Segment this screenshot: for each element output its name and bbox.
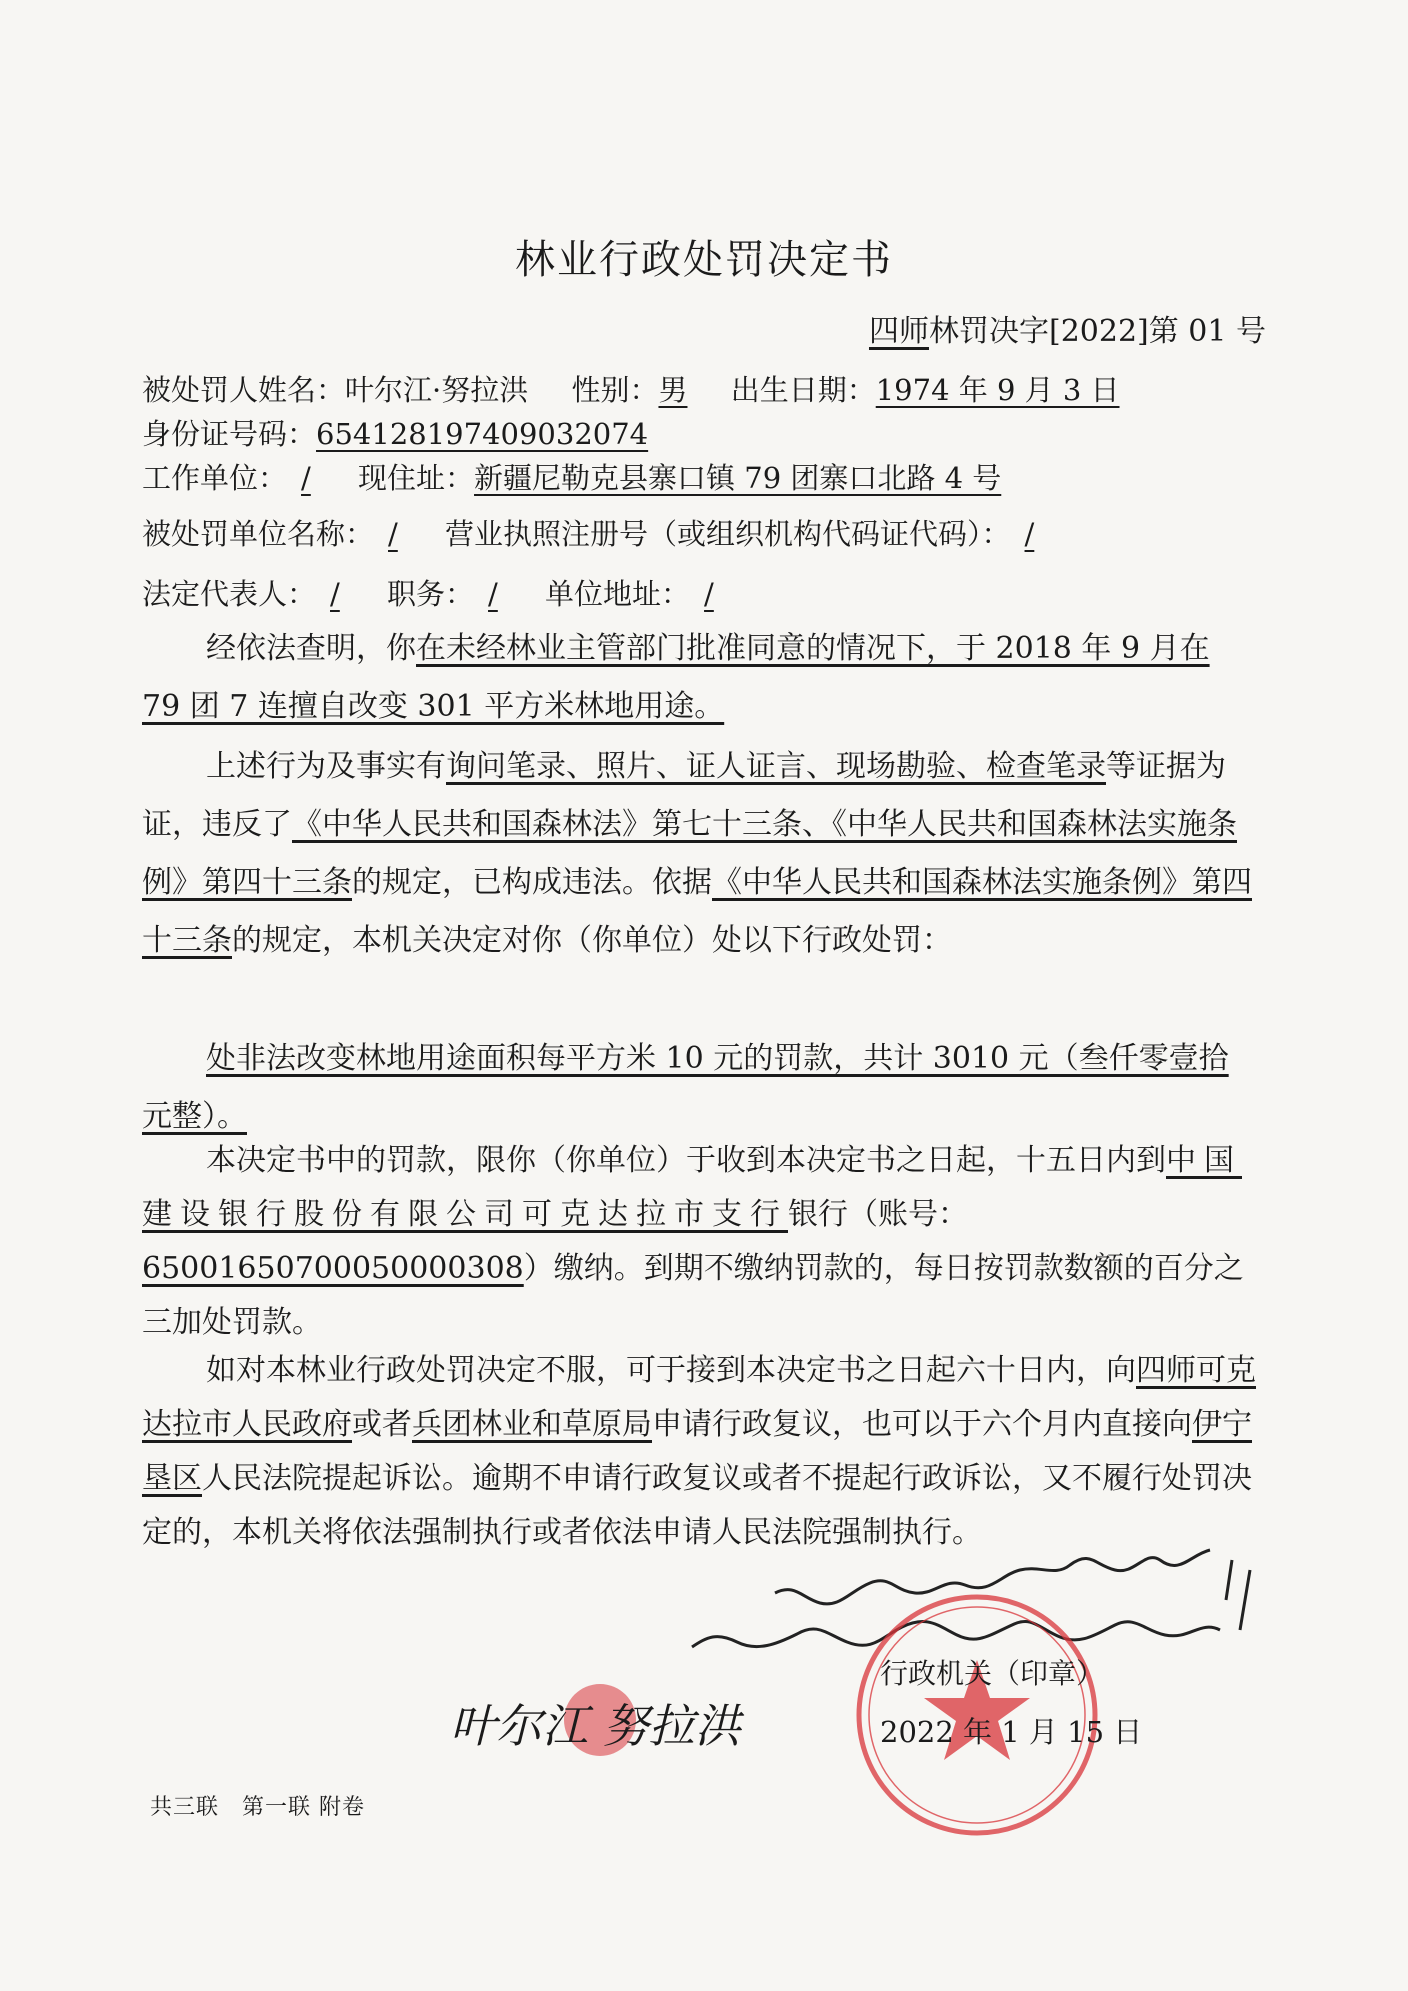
duty-label: 职务： bbox=[387, 577, 475, 611]
appeal-govt: 四师可克达拉市人民政府 bbox=[142, 1353, 1256, 1442]
work-label: 工作单位： bbox=[142, 461, 288, 495]
person-line-1 bbox=[142, 368, 1120, 409]
appeal-text-a: 如对本林业行政处罚决定不服，可于接到本决定书之日起六十日内，向 bbox=[206, 1353, 1136, 1388]
document-number bbox=[869, 306, 1266, 350]
payment-text-c: 银行（账号： bbox=[788, 1197, 968, 1232]
license-label: 营业执照注册号（或组织机构代码证代码）： bbox=[445, 517, 1011, 551]
basis-law: 《中华人民共和国森林法实施条例》第四十三条 bbox=[142, 865, 1252, 958]
issuing-authority: 行政机关（印章） bbox=[880, 1657, 1105, 1690]
appeal-court-area: 伊宁垦区 bbox=[142, 1407, 1252, 1496]
signature-image bbox=[440, 1670, 770, 1780]
id-label: 身份证号码： bbox=[142, 417, 317, 451]
signature-text: 叶尔江 努拉洪 bbox=[450, 1699, 741, 1753]
org-duty: / bbox=[488, 577, 498, 611]
page-title: 林业行政处罚决定书 bbox=[515, 237, 893, 283]
person-address: 新疆尼勒克县寨口镇 79 团寨口北路 4 号 bbox=[474, 461, 1002, 495]
document-number-org: 四师 bbox=[868, 314, 929, 349]
evidence-text-a: 上述行为及事实有 bbox=[206, 749, 446, 784]
appeal-bureau: 兵团林业和草原局 bbox=[412, 1407, 652, 1442]
org-addr-label: 单位地址： bbox=[545, 577, 691, 611]
appeal-paragraph bbox=[142, 1344, 1256, 1560]
appeal-text-c: 或者 bbox=[352, 1407, 412, 1442]
org-addr: / bbox=[704, 577, 714, 611]
person-gender: 男 bbox=[658, 373, 688, 407]
evidence-text-g: 的规定，本机关决定对你（你单位）处以下行政处罚： bbox=[232, 923, 952, 958]
copy-note: 共三联 第一联 附卷 bbox=[150, 1795, 365, 1820]
penalty-paragraph bbox=[142, 1030, 1256, 1146]
account-number: 65001650700050000308 bbox=[142, 1251, 524, 1286]
facts-finding: 在未经林业主管部门批准同意的情况下，于 2018 年 9 月在 79 团 7 连擅自改变 301 平方米林地用途。 bbox=[142, 631, 1210, 724]
org-rep: / bbox=[330, 577, 340, 611]
org-name: / bbox=[388, 517, 398, 551]
payment-paragraph bbox=[142, 1134, 1256, 1350]
name-label: 被处罚人姓名： bbox=[142, 373, 346, 407]
evidence-text-e: 的规定，已构成违法。依据 bbox=[352, 865, 712, 900]
violated-laws: 《中华人民共和国森林法》第七十三条、《中华人民共和国森林法实施条例》第四十三条 bbox=[142, 807, 1237, 900]
org-license: / bbox=[1024, 517, 1035, 551]
facts-intro: 经依法查明，你 bbox=[206, 631, 416, 666]
evidence-list: 询问笔录、照片、证人证言、现场勘验、检查笔录 bbox=[446, 749, 1106, 784]
payment-text-e: ）缴纳。到期不缴纳罚款的，每日按罚款数额的百分之三加处罚款。 bbox=[142, 1251, 1244, 1340]
person-line-2 bbox=[142, 412, 648, 453]
person-work-unit: / bbox=[301, 461, 311, 495]
rep-label: 法定代表人： bbox=[142, 577, 317, 611]
person-dob: 1974 年 9 月 3 日 bbox=[875, 373, 1120, 407]
gender-label: 性别： bbox=[571, 373, 659, 407]
person-name: 叶尔江·努拉洪 bbox=[345, 373, 529, 407]
penalty-text: 处非法改变林地用途面积每平方米 10 元的罚款，共计 3010 元（叁仟零壹拾元整）。 bbox=[142, 1041, 1229, 1134]
bank-name: 中国建设银行股份有限公司可克达拉市支行 bbox=[142, 1143, 1242, 1232]
org-line-2 bbox=[142, 572, 728, 613]
appeal-text-g: 人民法院提起诉讼。逾期不申请行政复议或者不提起行政诉讼，又不履行处罚决定的，本机关将依法强制执行或者依法申请人民法院强制执行。 bbox=[142, 1461, 1252, 1550]
org-line-1 bbox=[142, 512, 1048, 553]
dob-label: 出生日期： bbox=[730, 373, 876, 407]
document-number-rest: 林罚决字[2022]第 01 号 bbox=[928, 314, 1266, 349]
evidence-text-c: 等证据为证，违反了 bbox=[142, 749, 1226, 842]
payment-text-a: 本决定书中的罚款，限你（你单位）于收到本决定书之日起，十五日内到 bbox=[206, 1143, 1166, 1178]
facts-paragraph bbox=[142, 620, 1256, 736]
org-name-label: 被处罚单位名称： bbox=[142, 517, 375, 551]
person-id-number: 654128197409032074 bbox=[316, 417, 649, 451]
person-line-3 bbox=[142, 456, 1001, 497]
issue-date: 2022 年 1 月 15 日 bbox=[880, 1715, 1143, 1749]
evidence-paragraph bbox=[142, 738, 1256, 970]
appeal-text-e: 申请行政复议，也可以于六个月内直接向 bbox=[652, 1407, 1192, 1442]
address-label: 现住址： bbox=[358, 461, 475, 495]
